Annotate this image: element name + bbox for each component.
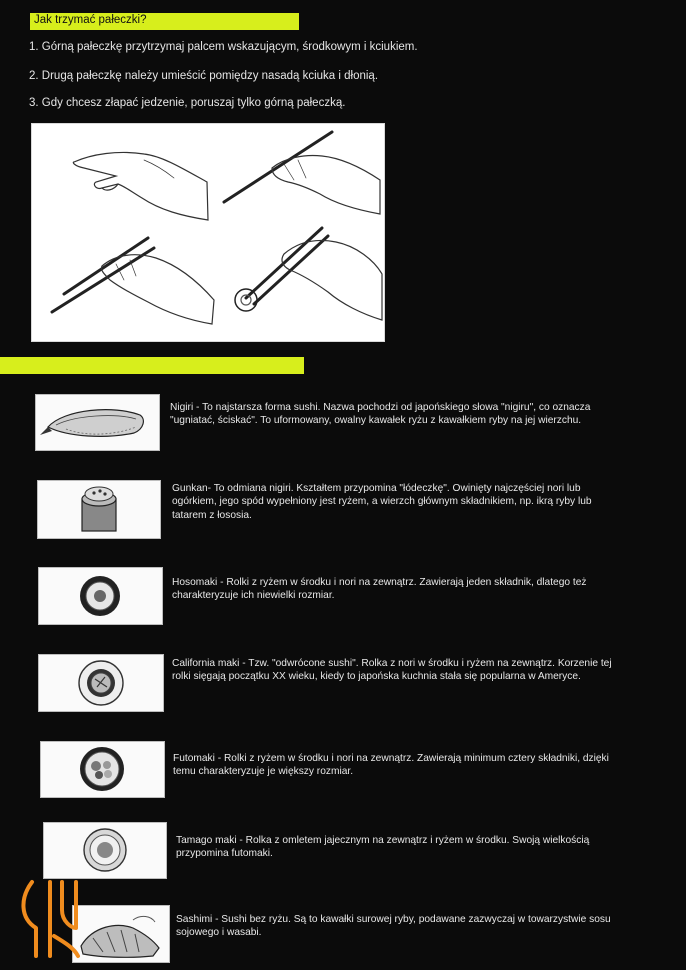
futomaki-icon xyxy=(41,742,164,797)
hosomaki-description: Hosomaki - Rolki z ryżem w środku i nori na zewnątrz. Zawierają jeden składnik, dlatego też charakteryzuje ich niewielki rozmiar. xyxy=(172,577,587,602)
california-maki-image xyxy=(38,654,164,712)
chopsticks-illustration xyxy=(31,123,385,342)
nigiri-description: Nigiri - To najstarsza forma sushi. Nazwa pochodzi od japońskiego słowa "nigiru", co oznacza "ugniatać, ściskać". To uformowany, owalny kawałek ryżu z kawałkiem ryby na jej wierzchu. xyxy=(170,402,591,427)
futomaki-description: Futomaki - Rolki z ryżem w środku i nori na zewnątrz. Zawierają minimum cztery składniki, dzięki temu charakteryzuje je większy rozmiar. xyxy=(173,753,609,778)
nigiri-image xyxy=(35,394,160,451)
fork-logo-icon xyxy=(14,876,86,960)
gunkan-image xyxy=(37,480,161,539)
hosomaki-icon xyxy=(39,568,162,624)
california-maki-icon xyxy=(39,655,163,711)
tamago-maki-image xyxy=(43,822,167,879)
hosomaki-image xyxy=(38,567,163,625)
logo xyxy=(14,876,86,960)
chopsticks-hands-icon xyxy=(32,124,384,341)
sashimi-icon xyxy=(73,906,169,962)
california-maki-description: California maki - Tzw. "odwrócone sushi". Rolka z nori w środku i ryżem na zewnątrz. Korzenie tej rolki sięgają początku XX wieku, kiedy to japońska kuchnia stała się popularna w Ameryce. xyxy=(172,658,612,683)
divider-bar xyxy=(0,357,304,374)
sashimi-description: Sashimi - Sushi bez ryżu. Są to kawałki surowej ryby, podawane zazwyczaj w towarzystwie sosu sojowego i wasabi. xyxy=(176,914,611,939)
futomaki-image xyxy=(40,741,165,798)
sashimi-image xyxy=(72,905,170,963)
instruction-2: 2. Drugą pałeczkę należy umieścić pomiędzy nasadą kciuka i dłonią. xyxy=(29,70,379,82)
tamago-maki-icon xyxy=(44,823,166,878)
page-title: Jak trzymać pałeczki? xyxy=(34,14,147,26)
nigiri-icon xyxy=(36,395,159,450)
gunkan-description: Gunkan- To odmiana nigiri. Kształtem przypomina "łódeczkę". Owinięty najczęściej nori lub ogórkiem, jego spód wypełniony jest ryżem, a wierzch głównym składnikiem, np. ikrą ryby lub tatarem z łososia. xyxy=(172,483,592,521)
tamago-maki-description: Tamago maki - Rolka z omletem jajecznym na zewnątrz i ryżem w środku. Swoją wielkością przypomina futomaki. xyxy=(176,835,590,860)
instruction-1: 1. Górną pałeczkę przytrzymaj palcem wskazującym, środkowym i kciukiem. xyxy=(29,41,418,53)
header-bar xyxy=(30,13,299,30)
instruction-3: 3. Gdy chcesz złapać jedzenie, poruszaj tylko górną pałeczką. xyxy=(29,97,346,109)
gunkan-icon xyxy=(38,481,160,538)
